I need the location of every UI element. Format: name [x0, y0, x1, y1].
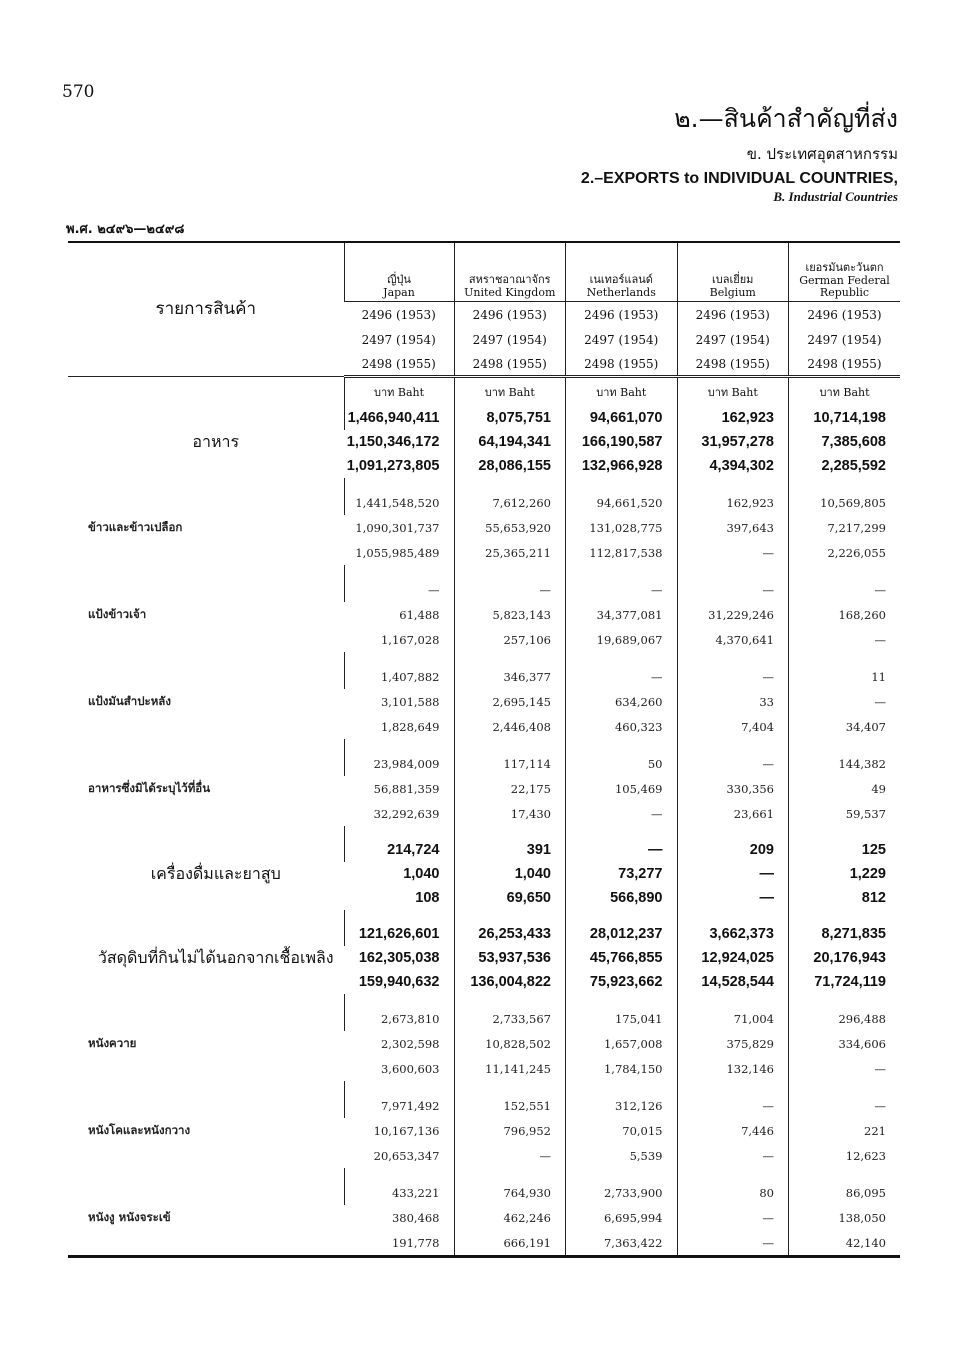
year-cell: 2496 (1953)	[454, 302, 566, 328]
value-cell: 31,957,278	[677, 430, 789, 454]
value-cell: 20,653,347	[373, 1148, 440, 1163]
table-row	[68, 751, 900, 776]
value-cell: 17,430	[454, 801, 566, 826]
category-cell	[68, 664, 344, 739]
gap-cell	[789, 478, 901, 490]
category-label: วัสดุดิบที่กินไม่ได้นอกจากเชื้อเพลิง	[97, 947, 334, 967]
value-cell: 7,385,608	[789, 430, 901, 454]
category-label: หนังควาย	[88, 1035, 137, 1050]
country-header-germany	[789, 242, 901, 302]
value-cell: —	[566, 801, 678, 826]
table-row	[68, 1093, 900, 1118]
value-cell: 55,653,920	[454, 515, 566, 540]
value-cell: 296,488	[789, 1006, 901, 1031]
title-thai: ๒.—สินค้าสำคัญที่ส่ง	[674, 104, 898, 133]
country-header-row	[68, 242, 900, 302]
value-cell: 112,817,538	[566, 540, 678, 565]
value-cell: 125	[789, 838, 901, 862]
value-cell: 10,167,136	[373, 1123, 440, 1138]
value-cell: 1,229	[789, 862, 901, 886]
category-cell	[68, 490, 344, 565]
value-cell: 94,661,070	[566, 406, 678, 430]
unit-cell: บาท Baht	[789, 377, 901, 407]
value-cell: 334,606	[789, 1031, 901, 1056]
year-cell: 2497 (1954)	[454, 327, 566, 352]
category-cell	[68, 751, 344, 826]
value-cell: 2,695,145	[454, 689, 566, 714]
value-cell: 397,643	[677, 515, 789, 540]
gap-cell	[789, 565, 901, 577]
group-gap	[68, 565, 900, 577]
value-cell: 214,724	[344, 838, 454, 862]
gap-cell	[677, 739, 789, 751]
value-cell: 330,356	[677, 776, 789, 801]
title-block	[581, 104, 898, 205]
gap-cell	[344, 994, 454, 1006]
gap-cell	[677, 565, 789, 577]
value-cell: 666,191	[454, 1230, 566, 1257]
value-cell: 221	[789, 1118, 901, 1143]
year-cell: 2498 (1955)	[344, 352, 454, 377]
category-label: แป้งข้าวเจ้า	[88, 606, 147, 621]
value-cell: 191,778	[391, 1235, 440, 1250]
table-row	[68, 406, 900, 430]
value-cell: 22,175	[454, 776, 566, 801]
value-cell: 3,662,373	[677, 922, 789, 946]
value-cell: 105,469	[566, 776, 678, 801]
gap-cell	[566, 826, 678, 838]
value-cell: 162,923	[677, 490, 789, 515]
value-cell: 121,626,601	[344, 922, 454, 946]
value-cell: 73,277	[566, 862, 678, 886]
group-gap	[68, 1168, 900, 1180]
year-cell: 2496 (1953)	[789, 302, 901, 328]
group-gap	[68, 826, 900, 838]
value-cell: 33	[677, 689, 789, 714]
table-row	[68, 490, 900, 515]
value-cell: 166,190,587	[566, 430, 678, 454]
gap-cell	[344, 565, 454, 577]
category-label: ข้าวและข้าวเปลือก	[88, 519, 183, 534]
value-cell: —	[789, 627, 901, 652]
gap-cell	[454, 1168, 566, 1180]
value-cell: 433,221	[344, 1180, 454, 1205]
value-cell: 75,923,662	[566, 970, 678, 994]
value-cell: 10,569,805	[789, 490, 901, 515]
group-gap	[68, 910, 900, 922]
category-cell	[68, 1006, 344, 1081]
gap-cell	[677, 910, 789, 922]
value-cell: 2,733,567	[454, 1006, 566, 1031]
value-cell: —	[677, 577, 789, 602]
country-thai: สหราชอาณาจักร	[468, 273, 551, 286]
value-cell: 138,050	[789, 1205, 901, 1230]
gap-cell	[789, 652, 901, 664]
category-label: อาหารซึ่งมิได้ระบุไว้ที่อื่น	[88, 780, 211, 795]
value-cell: 61,488	[399, 607, 440, 622]
group-gap	[68, 652, 900, 664]
gap-cell	[566, 994, 678, 1006]
value-cell: 11	[789, 664, 901, 689]
country-english: German Federal Republic	[799, 274, 890, 299]
category-label: หนังโคและหนังกวาง	[88, 1122, 191, 1137]
value-cell: 80	[677, 1180, 789, 1205]
value-cell: 1,040	[403, 866, 440, 882]
gap-cell	[454, 565, 566, 577]
unit-blank-cell	[68, 377, 344, 407]
category-cell	[68, 922, 344, 994]
value-cell: 2,226,055	[789, 540, 901, 565]
value-cell: —	[677, 1230, 789, 1257]
value-cell: 31,229,246	[677, 602, 789, 627]
group-gap	[68, 994, 900, 1006]
value-cell: 71,724,119	[789, 970, 901, 994]
category-cell	[68, 838, 344, 910]
value-cell: 162,923	[677, 406, 789, 430]
value-cell: 5,823,143	[454, 602, 566, 627]
value-cell: 209	[677, 838, 789, 862]
value-cell: 28,012,237	[566, 922, 678, 946]
value-cell: —	[677, 1093, 789, 1118]
year-cell: 2497 (1954)	[361, 332, 436, 347]
gap-cell	[454, 739, 566, 751]
exports-table	[68, 241, 900, 1258]
value-cell: 28,086,155	[454, 454, 566, 478]
gap-cell	[344, 1081, 454, 1093]
value-cell: 5,539	[566, 1143, 678, 1168]
value-cell: 1,466,940,411	[344, 406, 454, 430]
category-cell	[68, 577, 344, 652]
gap-cell	[344, 739, 454, 751]
table-row	[68, 1180, 900, 1205]
country-english: Netherlands	[586, 286, 656, 299]
subtitle-english: B. Industrial Countries	[773, 189, 898, 204]
country-thai: เยอรมันตะวันตก	[805, 261, 884, 274]
value-cell: 1,441,548,520	[344, 490, 454, 515]
value-cell: 152,551	[454, 1093, 566, 1118]
value-cell: 12,924,025	[677, 946, 789, 970]
table-body	[68, 377, 900, 1257]
value-cell: 1,828,649	[380, 719, 440, 734]
gap-cell	[566, 565, 678, 577]
value-cell: 1,040	[454, 862, 566, 886]
gap-cell	[566, 1081, 678, 1093]
value-cell: 10,828,502	[454, 1031, 566, 1056]
value-cell: 764,930	[454, 1180, 566, 1205]
value-cell: 8,075,751	[454, 406, 566, 430]
group-gap	[68, 1081, 900, 1093]
country-thai: เบลเยี่ยม	[712, 273, 754, 286]
value-cell: 168,260	[789, 602, 901, 627]
value-cell: 2,302,598	[380, 1036, 440, 1051]
title-english: 2.–EXPORTS to INDIVIDUAL COUNTRIES,	[580, 170, 898, 187]
value-cell: 257,106	[454, 627, 566, 652]
group-gap	[68, 739, 900, 751]
gap-cell	[454, 994, 566, 1006]
gap-cell	[677, 478, 789, 490]
category-cell	[68, 406, 344, 478]
value-cell: 391	[454, 838, 566, 862]
country-header-japan	[344, 242, 454, 302]
value-cell: —	[789, 689, 901, 714]
value-cell: 94,661,520	[566, 490, 678, 515]
value-cell: 796,952	[454, 1118, 566, 1143]
country-english: Belgium	[709, 286, 756, 299]
page-number: 570	[62, 82, 95, 102]
value-cell: 53,937,536	[454, 946, 566, 970]
gap-cell	[68, 478, 344, 490]
value-cell: 132,146	[677, 1056, 789, 1081]
value-cell: 131,028,775	[566, 515, 678, 540]
unit-cell: บาท Baht	[566, 377, 678, 407]
value-cell: 19,689,067	[566, 627, 678, 652]
value-cell: 49	[789, 776, 901, 801]
year-cell: 2498 (1955)	[789, 352, 901, 377]
value-cell: 566,890	[566, 886, 678, 910]
value-cell: 1,090,301,737	[355, 520, 440, 535]
table-row	[68, 1006, 900, 1031]
value-cell: 64,194,341	[454, 430, 566, 454]
value-cell: 23,984,009	[344, 751, 454, 776]
year-cell: 2497 (1954)	[677, 327, 789, 352]
value-cell: 7,971,492	[344, 1093, 454, 1118]
value-cell: —	[566, 664, 678, 689]
gap-cell	[344, 652, 454, 664]
era-label: พ.ศ. ๒๔๙๖—๒๔๙๘	[66, 222, 185, 237]
country-thai: เนเทอร์แลนด์	[589, 273, 653, 286]
value-cell: 162,305,038	[358, 950, 440, 966]
value-cell: —	[677, 751, 789, 776]
value-cell: 634,260	[566, 689, 678, 714]
value-cell: —	[566, 838, 678, 862]
value-cell: 375,829	[677, 1031, 789, 1056]
value-cell: 380,468	[391, 1210, 440, 1225]
value-cell: 462,246	[454, 1205, 566, 1230]
value-cell: 20,176,943	[789, 946, 901, 970]
value-cell: —	[677, 664, 789, 689]
value-cell: 144,382	[789, 751, 901, 776]
country-header-netherlands	[566, 242, 678, 302]
value-cell: —	[566, 577, 678, 602]
value-cell: 7,404	[677, 714, 789, 739]
year-cell: 2497 (1954)	[566, 327, 678, 352]
value-cell: 25,365,211	[454, 540, 566, 565]
value-cell: 56,881,359	[373, 781, 440, 796]
gap-cell	[344, 826, 454, 838]
value-cell: 1,784,150	[566, 1056, 678, 1081]
value-cell: 4,370,641	[677, 627, 789, 652]
category-label: อาหาร	[192, 431, 240, 451]
value-cell: 117,114	[454, 751, 566, 776]
gap-cell	[68, 826, 344, 838]
gap-cell	[677, 1168, 789, 1180]
value-cell: —	[677, 1205, 789, 1230]
gap-cell	[677, 994, 789, 1006]
value-cell: 32,292,639	[373, 806, 440, 821]
gap-cell	[68, 739, 344, 751]
value-cell: 50	[566, 751, 678, 776]
value-cell: —	[677, 886, 789, 910]
category-label: แป้งมันสำปะหลัง	[88, 693, 171, 708]
country-header-uk	[454, 242, 566, 302]
value-cell: 1,167,028	[380, 632, 440, 647]
gap-cell	[68, 565, 344, 577]
table-row	[68, 664, 900, 689]
gap-cell	[677, 1081, 789, 1093]
group-gap	[68, 478, 900, 490]
value-cell: 7,612,260	[454, 490, 566, 515]
value-cell: 132,966,928	[566, 454, 678, 478]
value-cell: 159,940,632	[358, 974, 440, 990]
gap-cell	[68, 1081, 344, 1093]
value-cell: 11,141,245	[454, 1056, 566, 1081]
gap-cell	[789, 994, 901, 1006]
table-row	[68, 577, 900, 602]
value-cell: 86,095	[789, 1180, 901, 1205]
value-cell: 108	[415, 890, 440, 906]
gap-cell	[454, 478, 566, 490]
gap-cell	[454, 1081, 566, 1093]
gap-cell	[566, 652, 678, 664]
gap-cell	[68, 994, 344, 1006]
year-cell: 2498 (1955)	[454, 352, 566, 377]
gap-cell	[789, 826, 901, 838]
unit-row	[68, 377, 900, 407]
value-cell: 59,537	[789, 801, 901, 826]
value-cell: 175,041	[566, 1006, 678, 1031]
value-cell: 3,600,603	[380, 1061, 440, 1076]
gap-cell	[566, 1168, 678, 1180]
value-cell: 2,446,408	[454, 714, 566, 739]
item-header	[68, 242, 344, 377]
value-cell: —	[454, 1143, 566, 1168]
value-cell: 2,673,810	[344, 1006, 454, 1031]
value-cell: 71,004	[677, 1006, 789, 1031]
value-cell: 1,407,882	[344, 664, 454, 689]
country-header-belgium	[677, 242, 789, 302]
value-cell: 1,055,985,489	[355, 545, 440, 560]
value-cell: 136,004,822	[454, 970, 566, 994]
value-cell: 1,150,346,172	[346, 434, 440, 450]
value-cell: 2,285,592	[789, 454, 901, 478]
value-cell: —	[677, 862, 789, 886]
value-cell: 26,253,433	[454, 922, 566, 946]
category-cell	[68, 1180, 344, 1257]
category-label: เครื่องดื่มและยาสูบ	[150, 863, 281, 883]
country-english: Japan	[383, 286, 415, 299]
value-cell: 346,377	[454, 664, 566, 689]
gap-cell	[454, 652, 566, 664]
category-cell	[68, 1093, 344, 1168]
value-cell: 4,394,302	[677, 454, 789, 478]
table-header	[68, 242, 900, 377]
gap-cell	[344, 478, 454, 490]
year-cell: 2497 (1954)	[789, 327, 901, 352]
value-cell: 7,363,422	[566, 1230, 678, 1257]
country-english: United Kingdom	[464, 286, 556, 299]
gap-cell	[677, 652, 789, 664]
value-cell: —	[789, 577, 901, 602]
value-cell: 1,091,273,805	[346, 458, 440, 474]
value-cell: 1,657,008	[566, 1031, 678, 1056]
gap-cell	[677, 826, 789, 838]
value-cell: 7,217,299	[789, 515, 901, 540]
value-cell: —	[454, 577, 566, 602]
table-row	[68, 922, 900, 946]
value-cell: 14,528,544	[677, 970, 789, 994]
value-cell: 460,323	[566, 714, 678, 739]
value-cell: —	[344, 577, 454, 602]
gap-cell	[454, 826, 566, 838]
value-cell: 7,446	[677, 1118, 789, 1143]
gap-cell	[789, 910, 901, 922]
value-cell: 312,126	[566, 1093, 678, 1118]
item-header-label: รายการสินค้า	[155, 298, 257, 319]
gap-cell	[789, 1081, 901, 1093]
value-cell: 812	[789, 886, 901, 910]
gap-cell	[789, 739, 901, 751]
value-cell: 69,650	[454, 886, 566, 910]
year-cell: 2498 (1955)	[566, 352, 678, 377]
gap-cell	[68, 910, 344, 922]
year-cell: 2496 (1953)	[677, 302, 789, 328]
gap-cell	[344, 910, 454, 922]
value-cell: —	[677, 540, 789, 565]
year-cell: 2496 (1953)	[361, 307, 436, 322]
gap-cell	[566, 739, 678, 751]
country-thai: ญี่ปุ่น	[387, 273, 411, 286]
value-cell: 8,271,835	[789, 922, 901, 946]
category-label: หนังงู หนังจระเข้	[88, 1209, 171, 1224]
value-cell: 12,623	[789, 1143, 901, 1168]
gap-cell	[566, 478, 678, 490]
value-cell: 70,015	[566, 1118, 678, 1143]
value-cell: —	[789, 1093, 901, 1118]
unit-cell: บาท Baht	[344, 377, 454, 407]
gap-cell	[566, 910, 678, 922]
value-cell: —	[789, 1056, 901, 1081]
value-cell: 2,733,900	[566, 1180, 678, 1205]
gap-cell	[68, 652, 344, 664]
value-cell: 23,661	[677, 801, 789, 826]
value-cell: 10,714,198	[789, 406, 901, 430]
value-cell: 34,377,081	[566, 602, 678, 627]
value-cell: 3,101,588	[380, 694, 440, 709]
unit-cell: บาท Baht	[454, 377, 566, 407]
value-cell: 45,766,855	[566, 946, 678, 970]
table-row	[68, 838, 900, 862]
value-cell: —	[677, 1143, 789, 1168]
year-cell: 2498 (1955)	[677, 352, 789, 377]
gap-cell	[68, 1168, 344, 1180]
gap-cell	[454, 910, 566, 922]
unit-cell: บาท Baht	[677, 377, 789, 407]
gap-cell	[344, 1168, 454, 1180]
value-cell: 34,407	[789, 714, 901, 739]
value-cell: 42,140	[789, 1230, 901, 1257]
value-cell: 6,695,994	[566, 1205, 678, 1230]
year-cell: 2496 (1953)	[566, 302, 678, 328]
subtitle-thai: ข. ประเทศอุตสาหกรรม	[746, 145, 898, 163]
gap-cell	[789, 1168, 901, 1180]
